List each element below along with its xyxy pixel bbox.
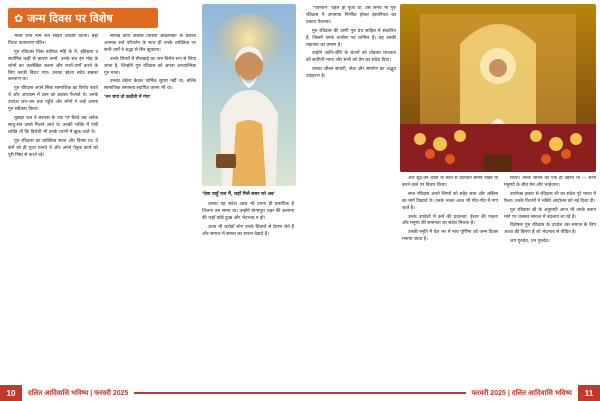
paragraph: और शूद्र-वन जाति के कार्य से प्रतिदिन बनाये रखते या करने वाले पर विचार किया।: [402, 176, 498, 188]
left-footer: [0, 385, 300, 401]
paragraph: उनकी स्मृति में देश भर में माघ पूर्णिमा को जन्म दिवस मनाया जाता है।: [402, 230, 498, 243]
right-footer: [300, 385, 600, 401]
temple-photo: [400, 4, 596, 172]
left-footer-text: दलित आदिवासि भविष्य | फरवरी 2025: [28, 389, 129, 397]
paragraph: गुरु रविदास जिस बालिक महिं के में, इतिहास व संतोषित कहीं से कारण उनमें, उनके संत इन मोह के जोनों का उल्लेखित करना और राजों-वर्णों करने के लिए काफ़ी विराट गया। उनका उद्देश्य सदैव सबका कल्याण था।: [8, 49, 98, 83]
paragraph: गुरु रविदास जी के अनुयायी आज भी उनके बताए मार्ग पर चलकर समाज में बदलाव ला रहे हैं।: [504, 207, 596, 220]
paragraph: जय गुरुदेव, धन गुरुदेव।: [510, 239, 550, 245]
left-footer-rule: [134, 392, 300, 394]
paragraph: विशेषतः गुरु रविदास के उपदेश उस समाज के लिए आशा की किरण हैं जो भेदभाव से पीड़ित है।: [504, 223, 596, 236]
section-label: जन्म दिवस पर विशेष: [27, 11, 113, 25]
paragraph: गुरु रविदास की वाणी गुरु ग्रंथ साहिब में संकलित है, जिसमें उनके चालीस पद शामिल हैं। यह उनकी महानता का प्रमाण है।: [306, 28, 396, 48]
paragraph: उनका जीवन सादगी, सेवा और समर्पण का अद्भुत उदाहरण है।: [306, 67, 396, 80]
paragraph: गुरु रविदास अपने सिस्ट सामाजिक का विरोध करते थे और अध्यात्म में ज्ञान का प्रकाश फैलाते थे। उनके उपदेश जन-जन तक पहुँचे और लोगों ने उन्हें अपना गुरु स्वीकार किया।: [8, 86, 98, 113]
paragraph: मुखड़ा जब वे बनारस के घाट पर बैठते तब अनेक साधु-संत उनसे मिलने आते थे। उनकी भक्ति में ऐसी शक्ति थी कि विरोधी भी उनके चरणों में झुक जाते थे।: [8, 115, 98, 135]
left-page-number: 10: [0, 385, 22, 401]
paragraph: उनका उद्देश्य केवल धार्मिक सुधार नहीं था, बल्कि सामाजिक समानता स्थापित करना भी था।: [104, 79, 196, 92]
right-column-2: [402, 176, 498, 378]
paragraph: भक्त जनों नाम लेते सहित विशिष्ट घटना। बड़ा विराट वातावरण पवित्र।: [8, 34, 98, 46]
paragraph: उन्होंने जाति-पाँति के बंधनों को तोड़कर मानवता को सर्वोपरि माना और सभी को प्रेम का संदेश दिया।: [306, 51, 396, 64]
left-column-1: [8, 34, 98, 378]
left-column-2: [104, 34, 196, 378]
paragraph: सन्त रविदास अपने शिष्यों को सदैव सत्य और अहिंसा का मार्ग दिखाते थे। उनके भजन आज भी गाँव-गाँव में गाए जाते हैं।: [402, 191, 498, 211]
flower-icon: ✿: [14, 11, 24, 25]
pull-quote: 'मन चंगा तो कठौती में गंगा': [104, 95, 151, 101]
paragraph: सफाई कार्य जबकि विशिष्ट आक्रामको के प्रकाश आत्मक सर्व परिवर्तन के साथ ही उनके व्यक्तित्व पर सभी धर्मों ने श्रद्धा से सिर झुकाया।: [104, 34, 196, 53]
guru-ravidas-portrait: [202, 4, 296, 186]
right-footer-rule: [300, 392, 466, 394]
paragraph: उपरोक्त प्रकार से रविदास जी का संदेश पूरे भारत में फैला। उनके विचारों ने भक्ति आंदोलन को नई दिशा दी।: [504, 191, 596, 204]
right-page: [300, 0, 600, 401]
paragraph: आज भी करोड़ों लोग उनके विचारों से प्रेरणा लेते हैं और समाज में समता का सपना देखते हैं।: [202, 224, 294, 237]
portrait-illustration: [202, 4, 296, 186]
paragraph: उनके शिष्यों में मीराबाई का नाम विशेष रूप से लिया जाता है, जिन्होंने गुरु रविदास को अपना आध्यात्मिक गुरु माना।: [104, 56, 196, 76]
left-column-3: [202, 190, 294, 378]
right-footer-text: फरवरी 2025 | दलित आदिवासि भविष्य: [471, 389, 572, 397]
paragraph: उनके उपदेशों में कर्म की प्रधानता, ईश्वर की एकता और मनुष्य की समानता का संदेश मिलता है।: [402, 214, 498, 227]
temple-illustration: [400, 4, 596, 172]
paragraph: उनका यह संदेश आज भी उतना ही प्रासंगिक है जितना उस समय था। उन्होंने बेगमपुरा शहर की कल्पना की जहाँ कोई दुःख और भेदभाव न हो।: [202, 201, 294, 221]
pull-quote: 'ऐसा चाहूँ राज मैं, जहाँ मिलै सबन को अन्न': [202, 192, 276, 197]
paragraph: "पानियन" पहले ही पूजा था, उस समय भी गुरु रविदास ने अपनाया निर्भीक होकर इंसानियत का प्रकाश फैलाया।: [306, 6, 396, 25]
right-column-1: [306, 6, 396, 378]
right-page-number: 11: [578, 385, 600, 401]
section-tag: [8, 8, 158, 28]
right-column-3: [504, 176, 596, 378]
paragraph: गुरु रविदास का व्यक्तित्व सरल और विनम्र था। वे कर्म को ही पूजा मानते थे और अपने पैतृक कार्य को पूरी निष्ठा से करते रहे।: [8, 138, 98, 158]
paragraph: किया। उनके जीवन का एक ही उद्देश्य था — सभी मनुष्यों के बीच प्रेम और भाईचारा।: [504, 176, 596, 188]
